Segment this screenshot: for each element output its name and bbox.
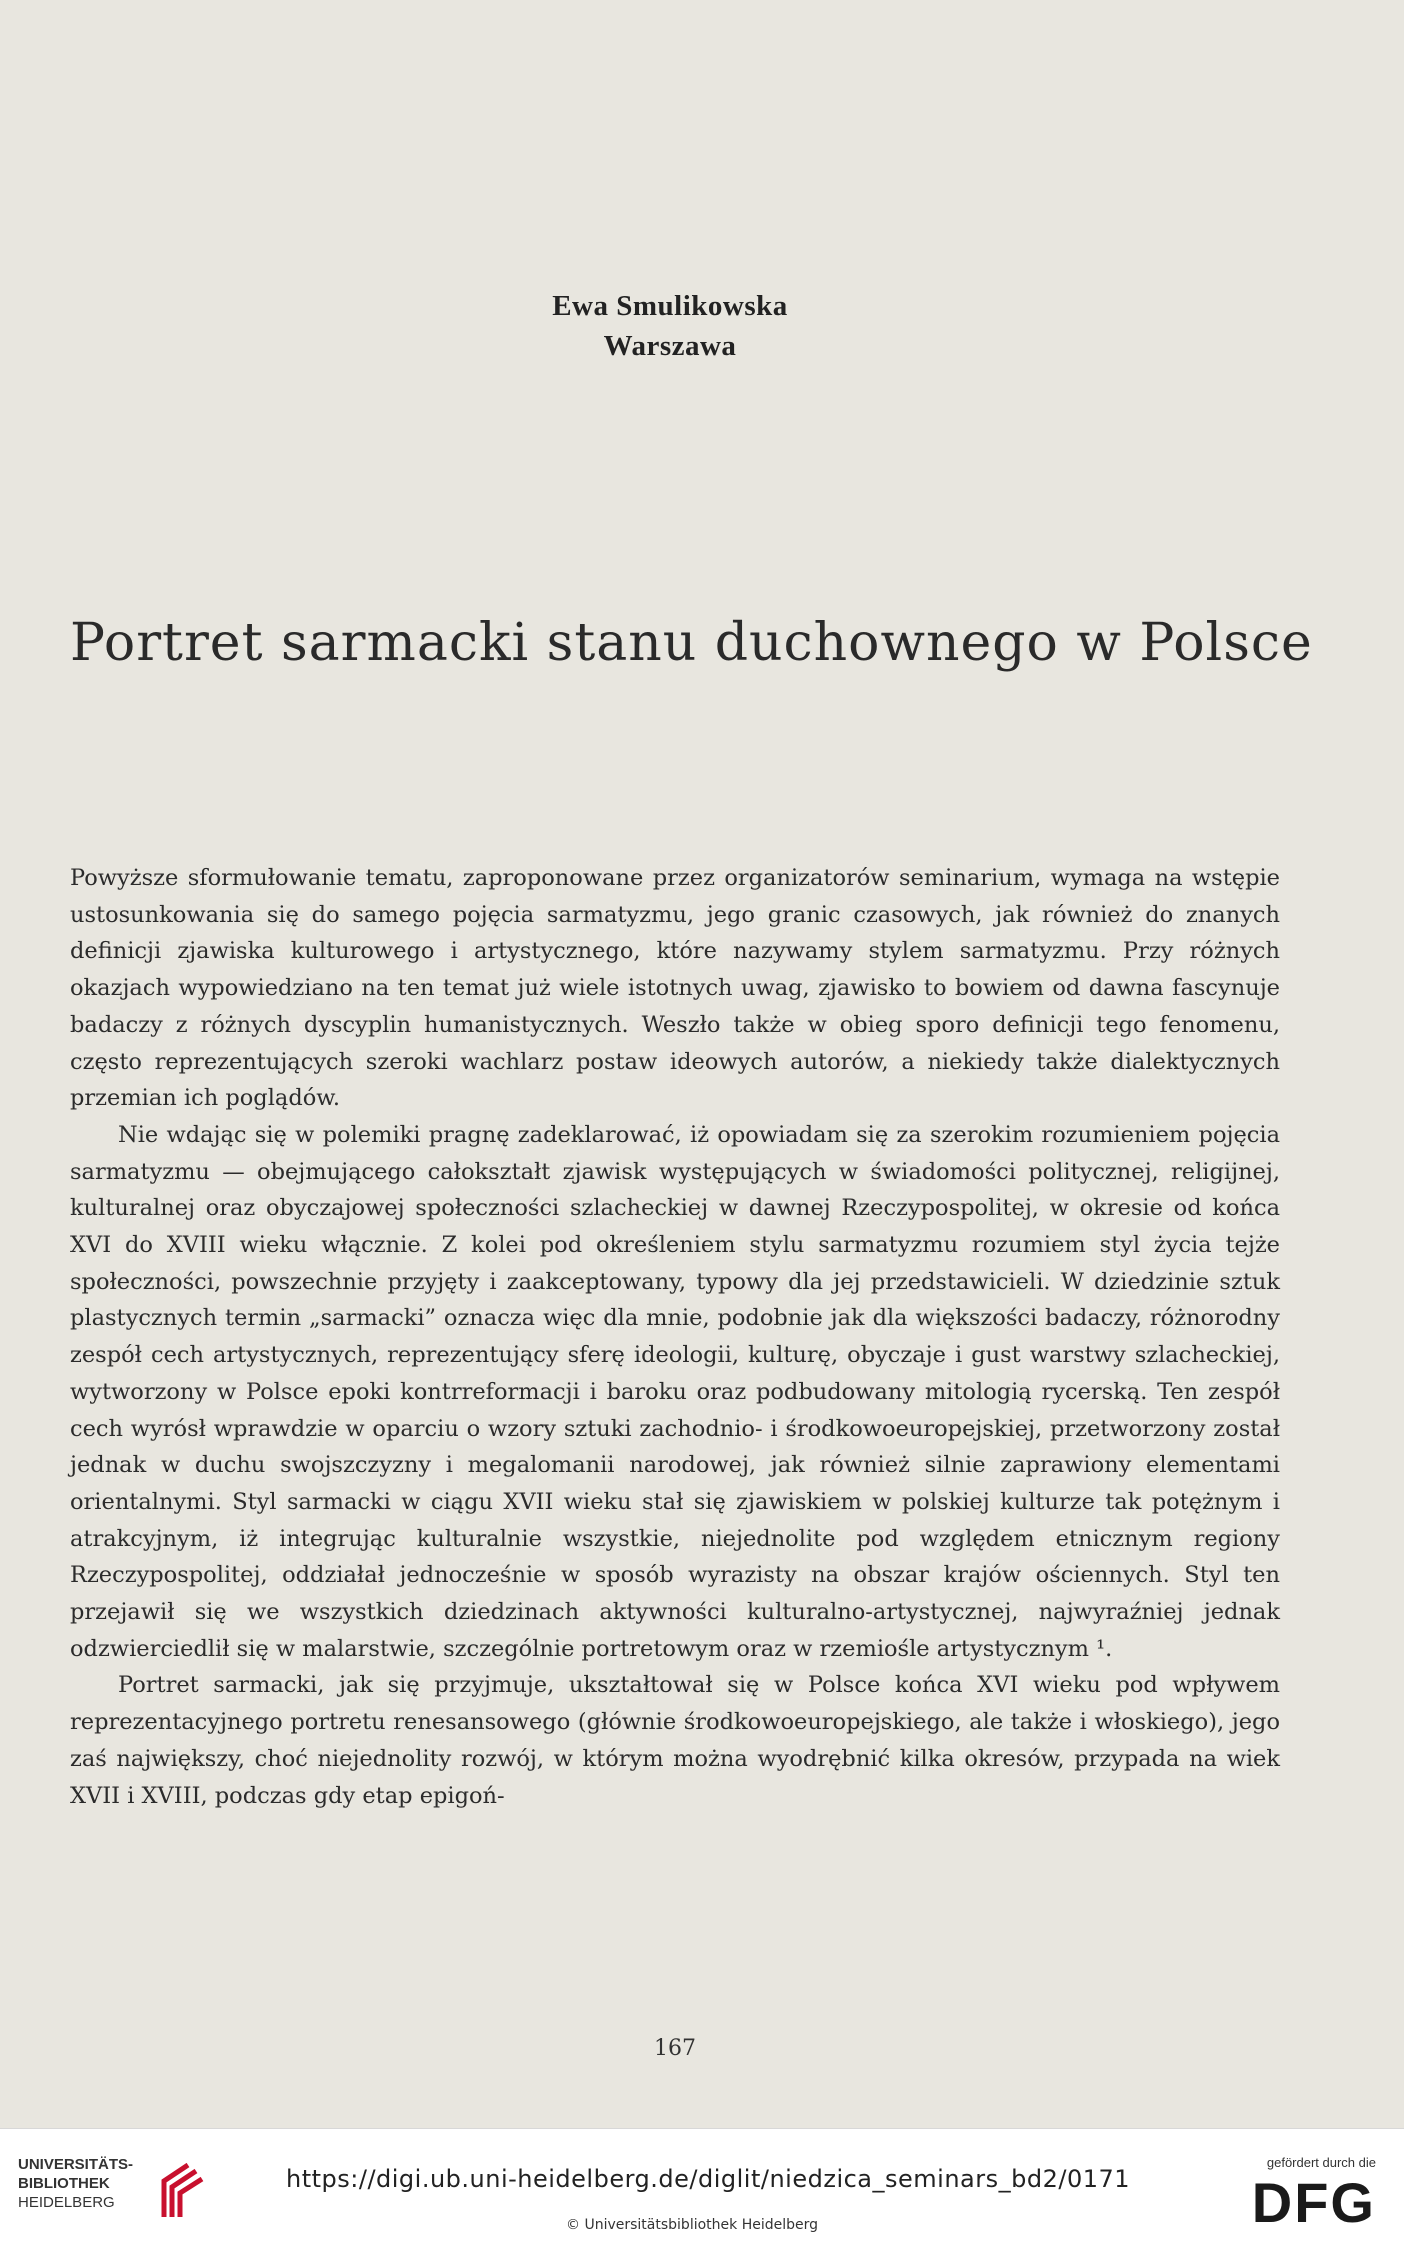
logo-line: BIBLIOTHEK — [18, 2175, 110, 2192]
logo-line: HEIDELBERG — [18, 2194, 115, 2211]
author-city: Warszawa — [603, 330, 737, 362]
library-logo[interactable] — [18, 2155, 198, 2225]
library-emblem-icon — [158, 2159, 208, 2221]
paragraph: Portret sarmacki, jak się przyjmuje, ukształtował się w Polsce końca XVI wieku pod wpływem reprezentacyjnego portretu renesansowego (głównie środkowoeuropejskiego, ale także i włoskiego), jego zaś największy, choć niejednolity rozwój, w którym można wyodrębnić kilka okresów, przypada na wiek XVII i XVIII, podczas gdy etap epigoń- — [70, 1672, 1280, 1809]
paragraph: Powyższe sformułowanie tematu, zaproponowane przez organizatorów seminarium, wymaga na wstępie ustosunkowania się do samego pojęcia sarmatyzmu, jego granic czasowych, jak również do znanych definicji zjawiska kulturowego i artystycznego, które nazywamy stylem sarmatyzmu. Przy różnych okazjach wypowiedziano na ten temat już wiele istotnych uwag, zjawisko to bowiem od dawna fascynuje badaczy z różnych dyscyplin humanistycznych. Weszło także w obieg sporo definicji tego fenomenu, często reprezentujących szeroki wachlarz postaw ideowych autorów, a niekiedy także dialektycznych przemian ich poglądów. — [70, 865, 1280, 1112]
dfg-logo[interactable]: DFG — [1251, 2171, 1376, 2234]
copyright-notice: © Universitätsbibliothek Heidelberg — [566, 2217, 819, 2233]
funding-caption: gefördert durch die — [1266, 2155, 1376, 2170]
document-url[interactable]: https://digi.ub.uni-heidelberg.de/diglit/niedzica_seminars_bd2/0171 — [286, 2165, 1131, 2193]
paragraph: Nie wdając się w polemiki pragnę zadeklarować, iż opowiadam się za szerokim rozumieniem pojęcia sarmatyzmu — obejmującego całokształt zjawisk występujących w świadomości politycznej, religijnej, kulturalnej oraz obyczajowej społeczności szlacheckiej w dawnej Rzeczypospolitej, w okresie od końca XVI do XVIII wieku włącznie. Z kolei pod określeniem stylu sarmatyzmu rozumiem styl życia tejże społeczności, powszechnie przyjęty i zaakceptowany, typowy dla jej przedstawicieli. W dziedzinie sztuk plastycznych termin „sarmacki” oznacza więc dla mnie, podobnie jak dla większości badaczy, różnorodny zespół cech artystycznych, reprezentujący sferę ideologii, kulturę, obyczaje i gust warstwy szlacheckiej, wytworzony w Polsce epoki kontrreformacji i baroku oraz podbudowany mitologią rycerską. Ten zespół cech wyrósł wprawdzie w oparciu o wzory sztuki zachodnio- i środkowoeuropejskiej, przetworzony został jednak w duchu swojszczyzny i megalomanii narodowej, jak również silnie zaprawiony elementami orientalnymi. Styl sarmacki w ciągu XVII wieku stał się zjawiskiem w polskiej kulturze tak potężnym i atrakcyjnym, iż integrując kulturalnie wszystkie, niejednolite pod względem etnicznym regiony Rzeczypospolitej, oddziałał jednocześnie w sposób wyrazisty na obszar krajów ościennych. Styl ten przejawił się we wszystkich dziedzinach aktywności kulturalno-artystycznej, najwyraźniej jednak odzwierciedlił się w malarstwie, szczególnie portretowym oraz w rzemiośle artystycznym ¹. — [70, 1121, 1280, 1662]
viewer-footer — [0, 2128, 1404, 2248]
library-logo-text — [18, 2155, 148, 2212]
page-number: 167 — [654, 2036, 696, 2061]
logo-line: UNIVERSITÄTS- — [18, 2156, 134, 2173]
author-name: Ewa Smulikowska — [552, 290, 788, 322]
article-body — [70, 860, 1280, 1814]
article-title: Portret sarmacki stanu duchownego w Polsce — [70, 612, 1313, 673]
